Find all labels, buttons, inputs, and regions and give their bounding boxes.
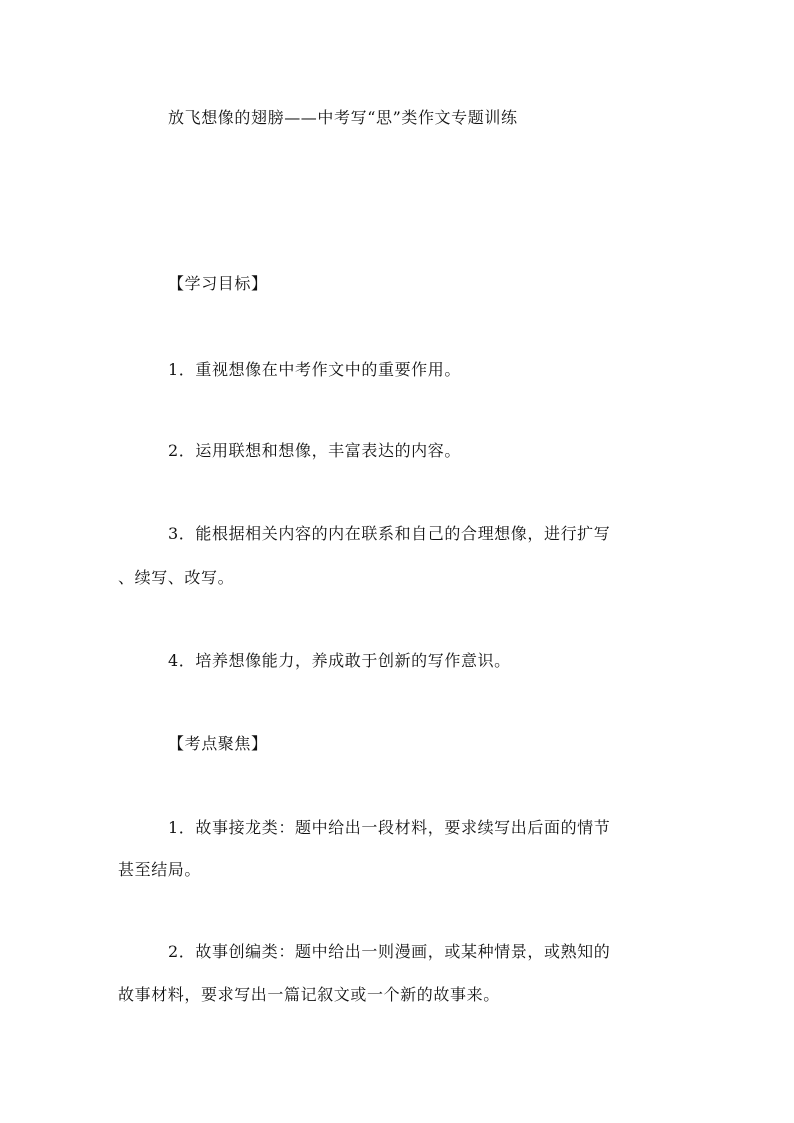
goal-item-4: 4．培养想像能力，养成敢于创新的写作意识。 [168,651,511,670]
goal-item-3: 3．能根据相关内容的内在联系和自己的合理想像，进行扩写 [168,524,611,543]
goal-item-2: 2．运用联想和想像，丰富表达的内容。 [168,441,461,460]
goal-item-1: 1．重视想像在中考作文中的重要作用。 [168,360,461,379]
document-title: 放飞想像的翅膀——中考写“思”类作文专题训练 [168,108,518,127]
focus-item-1-continued: 甚至结局。 [118,860,202,879]
focus-item-2-continued: 故事材料，要求写出一篇记叙文或一个新的故事来。 [118,985,500,1004]
section-heading-exam-focus: 【考点聚焦】 [168,734,268,753]
section-heading-learning-goals: 【学习目标】 [168,274,268,293]
focus-item-1: 1．故事接龙类：题中给出一段材料，要求续写出后面的情节 [168,818,611,837]
focus-item-2: 2．故事创编类：题中给出一则漫画，或某种情景，或熟知的 [168,942,611,961]
goal-item-3-continued: 、续写、改写。 [118,568,235,587]
